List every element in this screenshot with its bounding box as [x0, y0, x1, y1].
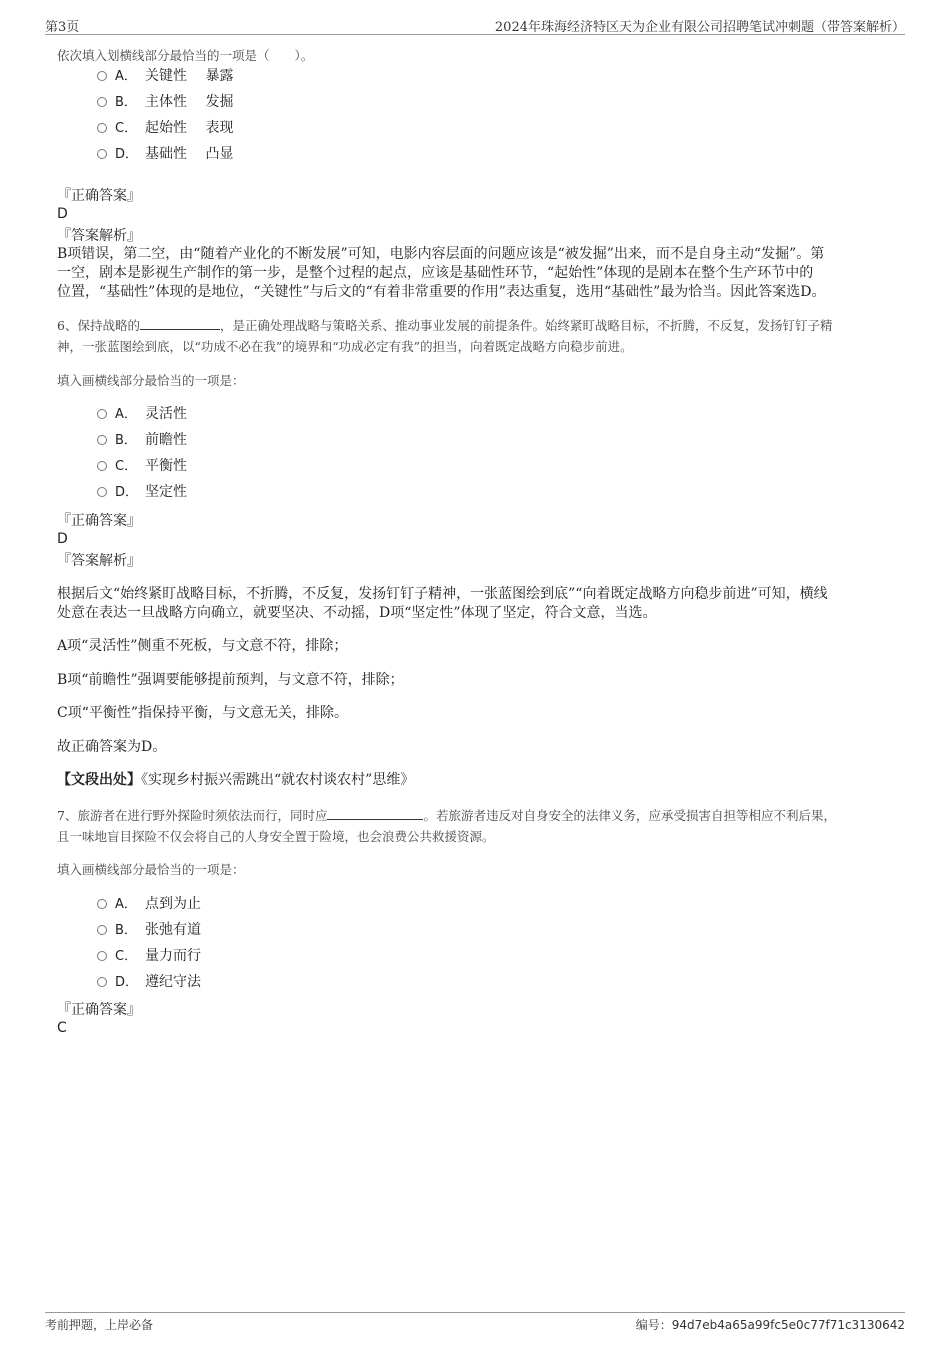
- q6-answer-label: 『正确答案』: [57, 513, 141, 529]
- page-number: 第3页: [45, 20, 80, 35]
- q7-blank: [327, 805, 423, 820]
- option-text: 平衡性: [145, 458, 187, 474]
- q6-source: [57, 770, 897, 790]
- q6-option-c[interactable]: [97, 456, 187, 476]
- option-key: A．: [115, 407, 137, 422]
- radio-icon[interactable]: [97, 97, 107, 107]
- q6-conclusion: 故正确答案为D。: [57, 739, 167, 755]
- q7-stem-post: 。若旅游者违反对自身安全的法律义务，应承受损害自担等相应不利后果，: [423, 808, 836, 823]
- q5-analysis-line-1: B项错误，第二空，由“随着产业化的不断发展”可知，电影内容层面的问题应该是“被发掘”出来，而不是自身主动“发掘”。第: [57, 246, 825, 262]
- q5-option-a[interactable]: [97, 66, 233, 86]
- q5-analysis-line-3: 位置，“基础性”体现的是地位，“关键性”与后文的“有着非常重要的作用”表达重复，选用“基础性”最为恰当。因此答案选D。: [57, 284, 826, 300]
- option-text: 灵活性: [145, 406, 187, 422]
- radio-icon[interactable]: [97, 977, 107, 987]
- radio-icon[interactable]: [97, 951, 107, 961]
- q5-analysis-label: 『答案解析』: [57, 228, 141, 244]
- option-key: C．: [115, 459, 138, 474]
- option-key: B．: [115, 95, 137, 110]
- option-text: 起始性 表现: [145, 120, 234, 136]
- q7-stem-line-2: 且一味地盲目探险不仅会将自己的人身安全置于险境，也会浪费公共救援资源。: [57, 829, 495, 844]
- q7-option-b[interactable]: [97, 920, 201, 940]
- q6-blank: [140, 315, 220, 330]
- radio-icon[interactable]: [97, 461, 107, 471]
- option-text: 坚定性: [145, 484, 187, 500]
- q6-stem-line-1: [57, 315, 897, 336]
- radio-icon[interactable]: [97, 435, 107, 445]
- q6-answer: D: [57, 531, 68, 547]
- q5-analysis-line-2: 一空，剧本是影视生产制作的第一步，是整个过程的起点，应该是基础性环节，“起始性”体现的是剧本在整个生产环节中的: [57, 265, 814, 281]
- option-text: 前瞻性: [145, 432, 187, 448]
- footer-slogan: 考前押题，上岸必备: [45, 1318, 154, 1332]
- option-key: A．: [115, 897, 137, 912]
- q5-option-b[interactable]: [97, 92, 233, 112]
- document-code: [636, 1316, 905, 1333]
- radio-icon[interactable]: [97, 409, 107, 419]
- option-key: D．: [115, 975, 139, 990]
- option-text: 基础性 凸显: [145, 146, 234, 162]
- option-key: B．: [115, 433, 137, 448]
- radio-icon[interactable]: [97, 925, 107, 935]
- q6-analysis-line-1: 根据后文“始终紧盯战略目标，不折腾，不反复，发扬钉钉子精神，一张蓝图绘到底”“向着既定战略方向稳步前进”可知，横线: [57, 586, 828, 602]
- radio-icon[interactable]: [97, 149, 107, 159]
- option-key: B．: [115, 923, 137, 938]
- document-title: 2024年珠海经济特区天为企业有限公司招聘笔试冲刺题（带答案解析）: [494, 20, 905, 35]
- q5-prompt: 依次填入划横线部分最恰当的一项是（ ）。: [57, 48, 314, 63]
- option-text: 量力而行: [145, 948, 201, 964]
- q5-answer: D: [57, 206, 68, 222]
- option-key: C．: [115, 121, 138, 136]
- radio-icon[interactable]: [97, 71, 107, 81]
- option-text: 点到为止: [145, 896, 201, 912]
- q5-answer-label: 『正确答案』: [57, 188, 141, 204]
- page-footer: [45, 1312, 905, 1337]
- q6-source-text: 《实现乡村振兴需跳出“就农村谈农村”思维》: [141, 772, 415, 788]
- option-text: 主体性 发掘: [145, 94, 234, 110]
- option-key: A．: [115, 69, 137, 84]
- q6-item-c: C项“平衡性”指保持平衡，与文意无关，排除。: [57, 705, 349, 721]
- q6-stem-line-2: 神，一张蓝图绘到底，以“功成不必在我”的境界和“功成必定有我”的担当，向着既定战略方向稳步前进。: [57, 339, 633, 354]
- q6-option-b[interactable]: [97, 430, 187, 450]
- option-text: 关键性 暴露: [145, 68, 234, 84]
- radio-icon[interactable]: [97, 899, 107, 909]
- q5-option-c[interactable]: [97, 118, 233, 138]
- code-label: 编号：: [635, 1318, 672, 1332]
- q7-stem-line-1: [57, 805, 897, 826]
- q6-item-a: A项“灵活性”侧重不死板，与文意不符，排除；: [57, 638, 348, 654]
- q6-stem-pre: 6、保持战略的: [57, 318, 140, 333]
- q7-stem-pre: 7、旅游者在进行野外探险时须依法而行，同时应: [57, 808, 328, 823]
- q6-option-d[interactable]: [97, 482, 187, 502]
- option-text: 张弛有道: [145, 922, 201, 938]
- page-header: [45, 14, 905, 35]
- code-value: 94d7eb4a65a99fc5e0c77f71c3130642: [671, 1318, 905, 1332]
- q7-answer-label: 『正确答案』: [57, 1002, 141, 1018]
- option-key: D．: [115, 485, 139, 500]
- q7-option-c[interactable]: [97, 946, 201, 966]
- radio-icon[interactable]: [97, 487, 107, 497]
- q7-option-d[interactable]: [97, 972, 201, 992]
- q7-option-a[interactable]: [97, 894, 201, 914]
- option-key: D．: [115, 147, 139, 162]
- radio-icon[interactable]: [97, 123, 107, 133]
- q6-source-label: 【文段出处】: [57, 772, 141, 788]
- q6-stem-post: ，是正确处理战略与策略关系、推动事业发展的前提条件。始终紧盯战略目标，不折腾，不反复，发扬钉钉子精: [219, 318, 833, 333]
- q7-prompt: 填入画横线部分最恰当的一项是：: [57, 862, 245, 877]
- q6-prompt: 填入画横线部分最恰当的一项是：: [57, 373, 245, 388]
- q7-answer: C: [57, 1020, 67, 1036]
- option-text: 遵纪守法: [145, 974, 201, 990]
- q5-option-d[interactable]: [97, 144, 233, 164]
- q6-item-b: B项“前瞻性”强调要能够提前预判，与文意不符，排除；: [57, 672, 404, 688]
- q6-analysis-label: 『答案解析』: [57, 553, 141, 569]
- q6-option-a[interactable]: [97, 404, 187, 424]
- q6-analysis-line-2: 处意在表达一旦战略方向确立，就要坚决、不动摇，D项“坚定性”体现了坚定，符合文意，当选。: [57, 605, 657, 621]
- option-key: C．: [115, 949, 138, 964]
